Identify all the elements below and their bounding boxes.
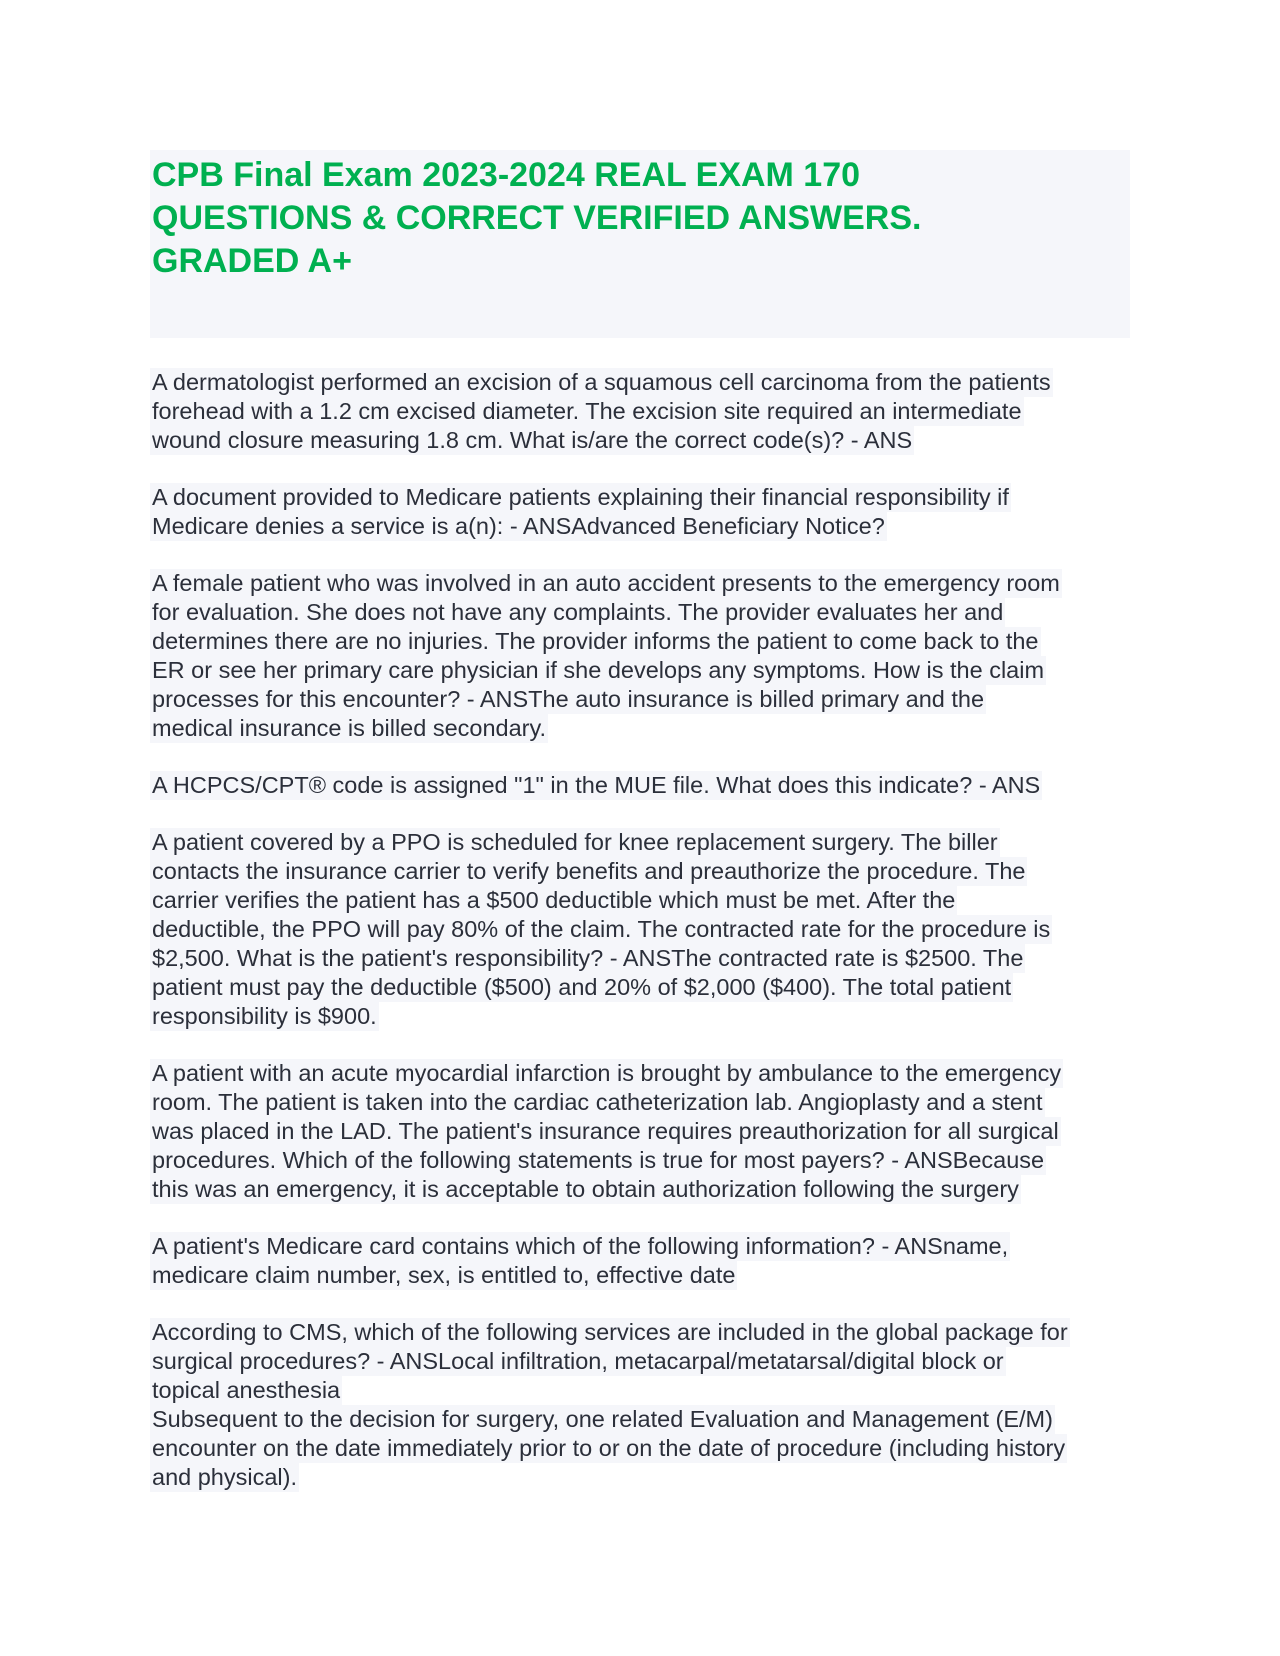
qa-line: forehead with a 1.2 cm excised diameter. The excision site required an intermediate bbox=[152, 398, 1022, 424]
qa-line: ER or see her primary care physician if she develops any symptoms. How is the claim bbox=[152, 657, 1045, 683]
qa-line: A patient's Medicare card contains which of the following information? - ANSname, bbox=[152, 1233, 1009, 1259]
qa-line: topical anesthesia bbox=[152, 1377, 341, 1403]
qa-line: determines there are no injuries. The provider informs the patient to come back to the bbox=[152, 628, 1039, 654]
document-title-line-1: CPB Final Exam 2023-2024 REAL EXAM 170 bbox=[152, 156, 861, 194]
qa-line: wound closure measuring 1.8 cm. What is/are the correct code(s)? - ANS bbox=[152, 427, 913, 453]
qa-line: A patient with an acute myocardial infarction is brought by ambulance to the emergency bbox=[152, 1060, 1062, 1086]
qa-item bbox=[150, 1232, 1130, 1290]
qa-line: was placed in the LAD. The patient's insurance requires preauthorization for all surgical bbox=[152, 1118, 1059, 1144]
qa-line: Medicare denies a service is a(n): - ANSAdvanced Beneficiary Notice? bbox=[152, 513, 885, 539]
qa-item bbox=[150, 1318, 1130, 1492]
qa-line: A patient covered by a PPO is scheduled for knee replacement surgery. The biller bbox=[152, 829, 998, 855]
qa-line: responsibility is $900. bbox=[152, 1003, 377, 1029]
qa-item bbox=[150, 569, 1130, 743]
qa-line: $2,500. What is the patient's responsibility? - ANSThe contracted rate is $2500. The bbox=[152, 945, 1024, 971]
document-title-line-3: GRADED A+ bbox=[152, 242, 352, 280]
qa-line: surgical procedures? - ANSLocal infiltration, metacarpal/metatarsal/digital block or bbox=[152, 1348, 1004, 1374]
qa-line: this was an emergency, it is acceptable to obtain authorization following the surgery bbox=[152, 1176, 1019, 1202]
qa-line: deductible, the PPO will pay 80% of the claim. The contracted rate for the procedure is bbox=[152, 916, 1051, 942]
qa-line: A dermatologist performed an excision of a squamous cell carcinoma from the patients bbox=[152, 369, 1051, 395]
document-title-line-2: QUESTIONS & CORRECT VERIFIED ANSWERS. bbox=[152, 199, 922, 237]
qa-line: Subsequent to the decision for surgery, one related Evaluation and Management (E/M) bbox=[152, 1406, 1053, 1432]
document-page bbox=[150, 150, 1130, 1520]
qa-line: room. The patient is taken into the cardiac catheterization lab. Angioplasty and a stent bbox=[152, 1089, 1043, 1115]
qa-line: procedures. Which of the following statements is true for most payers? - ANSBecause bbox=[152, 1147, 1045, 1173]
qa-line: A document provided to Medicare patients explaining their financial responsibility if bbox=[152, 484, 1009, 510]
qa-item bbox=[150, 483, 1130, 541]
qa-line: According to CMS, which of the following services are included in the global package for bbox=[152, 1319, 1068, 1345]
qa-line: patient must pay the deductible ($500) and 20% of $2,000 ($400). The total patient bbox=[152, 974, 1012, 1000]
qa-item bbox=[150, 828, 1130, 1031]
qa-line: A female patient who was involved in an auto accident presents to the emergency room bbox=[152, 570, 1060, 596]
question-answer-list bbox=[150, 368, 1130, 1492]
qa-line: processes for this encounter? - ANSThe auto insurance is billed primary and the bbox=[152, 686, 985, 712]
qa-item bbox=[150, 368, 1130, 455]
qa-line: encounter on the date immediately prior to or on the date of procedure (including history bbox=[152, 1435, 1066, 1461]
qa-item bbox=[150, 771, 1130, 800]
qa-line: medicare claim number, sex, is entitled to, effective date bbox=[152, 1262, 736, 1288]
qa-line: contacts the insurance carrier to verify benefits and preauthorize the procedure. The bbox=[152, 858, 1026, 884]
qa-item bbox=[150, 1059, 1130, 1204]
qa-line: A HCPCS/CPT® code is assigned "1" in the MUE file. What does this indicate? - ANS bbox=[152, 772, 1041, 798]
qa-line: medical insurance is billed secondary. bbox=[152, 715, 547, 741]
qa-line: for evaluation. She does not have any complaints. The provider evaluates her and bbox=[152, 599, 1004, 625]
qa-line: and physical). bbox=[152, 1464, 297, 1490]
qa-line: carrier verifies the patient has a $500 deductible which must be met. After the bbox=[152, 887, 956, 913]
document-title-block bbox=[150, 150, 1130, 338]
